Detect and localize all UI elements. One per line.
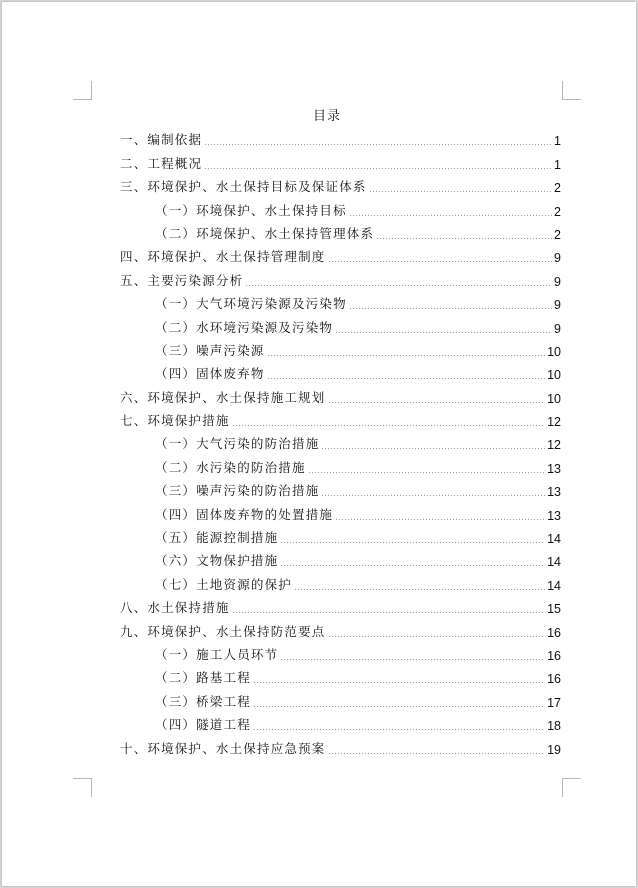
toc-dot-leader [232,425,545,426]
toc-entry-page-number: 2 [554,227,561,242]
toc-entry[interactable] [120,267,561,290]
toc-dot-leader [253,729,545,730]
toc-entry-label: （二）环境保护、水土保持管理体系 [155,225,375,241]
toc-dot-leader [280,565,545,566]
toc-dot-leader [335,519,545,520]
toc-entry-label: （二）路基工程 [155,670,251,686]
toc-entry[interactable] [120,291,561,314]
toc-dot-leader [349,308,552,309]
toc-entry-label: 三、环境保护、水土保持目标及保证体系 [120,179,367,195]
crop-mark-bottom-right [562,778,581,797]
toc-dot-leader [232,612,545,613]
toc-entry-page-number: 12 [547,438,561,453]
toc-entry[interactable] [120,454,561,477]
toc-entry[interactable] [120,618,561,641]
toc-entry[interactable] [120,127,561,150]
toc-entry-label: （五）能源控制措施 [155,530,279,546]
toc-entry-label: （一）施工人员环节 [155,646,279,662]
toc-entry-page-number: 10 [547,391,561,406]
toc-entry[interactable] [120,408,561,431]
toc-entry[interactable] [120,150,561,173]
toc-dot-leader [253,682,545,683]
toc-entry[interactable] [120,688,561,711]
toc-entry-label: 二、工程概况 [120,155,203,171]
toc-entry[interactable] [120,338,561,361]
table-of-contents [120,127,561,759]
toc-entry-page-number: 13 [547,508,561,523]
toc-entry-label: （三）噪声污染的防治措施 [155,483,320,499]
toc-dot-leader [328,402,546,403]
toc-dot-leader [321,495,545,496]
toc-dot-leader [349,215,552,216]
toc-entry-page-number: 14 [547,578,561,593]
toc-entry-label: （二）水环境污染源及污染物 [155,319,334,335]
toc-entry-page-number: 13 [547,485,561,500]
crop-mark-top-right [562,81,581,100]
toc-entry-page-number: 2 [554,181,561,196]
toc-entry[interactable] [120,221,561,244]
toc-entry[interactable] [120,548,561,571]
toc-entry[interactable] [120,244,561,267]
toc-entry[interactable] [120,712,561,735]
toc-entry-label: （三）噪声污染源 [155,342,265,358]
toc-dot-leader [294,589,545,590]
toc-entry-page-number: 9 [554,321,561,336]
toc-entry[interactable] [120,571,561,594]
toc-entry-label: （一）大气污染的防治措施 [155,436,320,452]
toc-entry-page-number: 13 [547,461,561,476]
toc-entry-page-number: 9 [554,274,561,289]
toc-dot-leader [267,355,545,356]
toc-entry[interactable] [120,501,561,524]
toc-entry-page-number: 2 [554,204,561,219]
toc-entry-label: （七）土地资源的保护 [155,576,293,592]
toc-entry-page-number: 16 [547,625,561,640]
toc-dot-leader [369,191,552,192]
toc-entry-page-number: 10 [547,368,561,383]
toc-entry[interactable] [120,478,561,501]
toc-entry-page-number: 9 [554,298,561,313]
toc-entry-page-number: 14 [547,555,561,570]
document-page [2,2,636,886]
toc-dot-leader [253,706,545,707]
toc-entry[interactable] [120,384,561,407]
toc-entry[interactable] [120,525,561,548]
toc-entry[interactable] [120,642,561,665]
toc-dot-leader [245,285,552,286]
crop-mark-bottom-left [73,778,92,797]
toc-dot-leader [308,472,545,473]
toc-entry-page-number: 9 [554,251,561,266]
toc-entry[interactable] [120,174,561,197]
toc-entry-page-number: 16 [547,672,561,687]
toc-entry-label: （二）水污染的防治措施 [155,459,306,475]
toc-entry-label: （四）固体废弃物 [155,366,265,382]
toc-entry-label: 五、主要污染源分析 [120,272,244,288]
toc-entry-page-number: 1 [554,157,561,172]
toc-dot-leader [280,659,545,660]
toc-entry-label: 七、环境保护措施 [120,413,230,429]
toc-entry-page-number: 10 [547,344,561,359]
toc-entry-label: 四、环境保护、水土保持管理制度 [120,249,326,265]
toc-entry-page-number: 18 [547,719,561,734]
toc-dot-leader [335,332,552,333]
toc-entry-page-number: 1 [554,134,561,149]
toc-dot-leader [328,636,546,637]
toc-entry[interactable] [120,735,561,758]
toc-dot-leader [204,144,552,145]
toc-entry-label: 一、编制依据 [120,132,203,148]
toc-dot-leader [376,238,552,239]
toc-entry[interactable] [120,431,561,454]
toc-entry[interactable] [120,197,561,220]
toc-dot-leader [321,448,545,449]
toc-entry-label: 八、水土保持措施 [120,600,230,616]
toc-entry-page-number: 12 [547,415,561,430]
toc-entry[interactable] [120,665,561,688]
toc-entry-page-number: 15 [547,602,561,617]
toc-entry-page-number: 16 [547,648,561,663]
toc-entry-label: 九、环境保护、水土保持防范要点 [120,623,326,639]
toc-entry-label: （四）隧道工程 [155,717,251,733]
toc-dot-leader [204,168,552,169]
toc-entry-page-number: 19 [547,742,561,757]
crop-mark-top-left [73,81,92,100]
toc-dot-leader [328,753,546,754]
toc-entry-label: （一）大气环境污染源及污染物 [155,296,347,312]
toc-dot-leader [280,542,545,543]
toc-entry-label: （六）文物保护措施 [155,553,279,569]
toc-entry-label: 六、环境保护、水土保持施工规划 [120,389,326,405]
toc-entry[interactable] [120,595,561,618]
toc-entry-label: （一）环境保护、水土保持目标 [155,202,347,218]
toc-entry-label: （三）桥梁工程 [155,693,251,709]
toc-title: 目录 [312,109,341,124]
toc-entry-label: （四）固体废弃物的处置措施 [155,506,334,522]
toc-entry[interactable] [120,361,561,384]
toc-dot-leader [328,261,553,262]
toc-dot-leader [267,378,545,379]
toc-entry-page-number: 17 [547,695,561,710]
toc-entry[interactable] [120,314,561,337]
toc-entry-label: 十、环境保护、水土保持应急预案 [120,740,326,756]
toc-entry-page-number: 14 [547,532,561,547]
